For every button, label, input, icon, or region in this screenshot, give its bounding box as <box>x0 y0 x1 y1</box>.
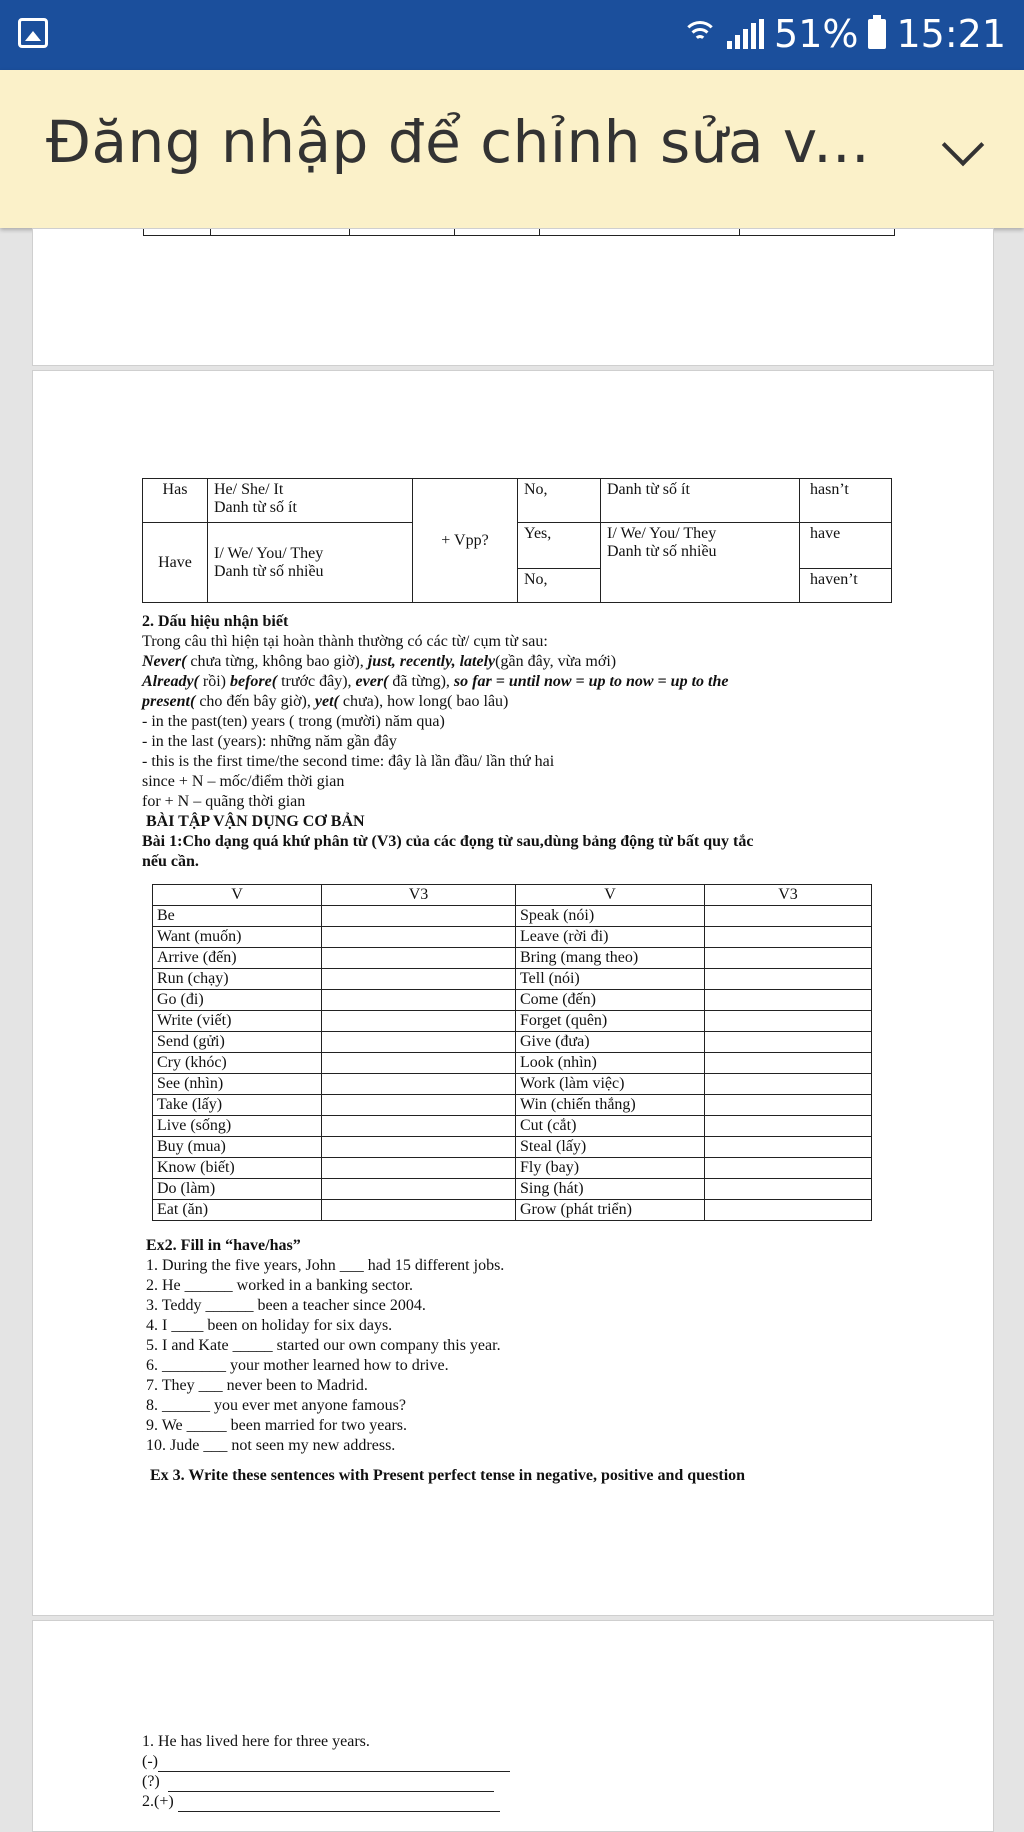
sentence-1: 1. He has lived here for three years. <box>142 1733 370 1750</box>
v3-blank-cell[interactable] <box>705 927 872 948</box>
battery-icon <box>868 19 886 49</box>
verb-cell: Come (đến) <box>516 990 705 1011</box>
table-row <box>153 1095 872 1116</box>
verb-cell: Run (chạy) <box>153 969 322 990</box>
v3-blank-cell[interactable] <box>322 1179 516 1200</box>
table-row <box>153 990 872 1011</box>
cell-no-1: No, <box>518 479 601 523</box>
header-v3-left: V3 <box>322 885 516 906</box>
v3-blank-cell[interactable] <box>705 1200 872 1221</box>
question-line: (?) <box>142 1772 742 1792</box>
cell-has: Has <box>143 479 208 523</box>
verb-cell: Steal (lấy) <box>516 1137 705 1158</box>
verb-cell: Arrive (đến) <box>153 948 322 969</box>
signal-icon <box>727 19 764 49</box>
table-row <box>153 1137 872 1158</box>
v3-blank-cell[interactable] <box>705 990 872 1011</box>
cell-subject-plural: I/ We/ You/ They Danh từ số nhiều <box>208 523 413 603</box>
table-fragment <box>143 229 895 236</box>
verb-cell: Buy (mua) <box>153 1137 322 1158</box>
v3-blank-cell[interactable] <box>705 969 872 990</box>
cell-havent: haven’t <box>800 569 892 603</box>
list-item: 6. ________ your mother learned how to drive. <box>146 1357 449 1374</box>
clock: 15:21 <box>896 12 1006 56</box>
v3-blank-cell[interactable] <box>322 1095 516 1116</box>
v3-blank-cell[interactable] <box>705 1095 872 1116</box>
list-item: 3. Teddy ______ been a teacher since 2004. <box>146 1297 426 1314</box>
header-v-left: V <box>153 885 322 906</box>
verb-cell: Write (viết) <box>153 1011 322 1032</box>
v3-blank-cell[interactable] <box>705 1011 872 1032</box>
document-page-1 <box>32 228 994 366</box>
line-past-years: - in the past(ten) years ( trong (mười) năm qua) <box>142 713 445 730</box>
line-first-time: - this is the first time/the second time: đây là lần đầu/ lần thứ hai <box>142 753 555 770</box>
ex2-title: Ex2. Fill in “have/has” <box>146 1237 301 1254</box>
chevron-down-icon[interactable] <box>942 124 984 166</box>
list-item: 7. They ___ never been to Madrid. <box>146 1377 368 1394</box>
v3-blank-cell[interactable] <box>705 1116 872 1137</box>
verb-cell: Give (đưa) <box>516 1032 705 1053</box>
verb-cell: Know (biết) <box>153 1158 322 1179</box>
table-row <box>153 1179 872 1200</box>
v3-blank-cell[interactable] <box>705 1158 872 1179</box>
v3-blank-cell[interactable] <box>322 1053 516 1074</box>
list-item: 2. He ______ worked in a banking sector. <box>146 1277 414 1294</box>
v3-blank-cell[interactable] <box>322 1137 516 1158</box>
v3-blank-cell[interactable] <box>322 990 516 1011</box>
cell-have: Have <box>143 523 208 603</box>
line-for: for + N – quãng thời gian <box>142 793 306 810</box>
v3-blank-cell[interactable] <box>322 1074 516 1095</box>
battery-percent: 51% <box>774 12 859 56</box>
verb-cell: Fly (bay) <box>516 1158 705 1179</box>
verb-cell: Forget (quên) <box>516 1011 705 1032</box>
line-present: present( cho đến bây giờ), yet( chưa), how long( bao lâu) <box>142 693 509 710</box>
status-bar <box>0 0 1024 70</box>
table-row <box>153 948 872 969</box>
v3-blank-cell[interactable] <box>705 948 872 969</box>
list-item: 8. ______ you ever met anyone famous? <box>146 1397 406 1414</box>
v3-blank-cell[interactable] <box>705 1032 872 1053</box>
table-row <box>153 969 872 990</box>
wifi-icon <box>683 19 717 49</box>
verbs-table <box>152 884 872 1221</box>
intro-line: Trong câu thì hiện tại hoàn thành thường có các từ/ cụm từ sau: <box>142 633 548 650</box>
line-never: Never( chưa từng, không bao giờ), just, recently, lately(gần đây, vừa mới) <box>142 653 617 670</box>
verb-cell: Bring (mang theo) <box>516 948 705 969</box>
v3-blank-cell[interactable] <box>322 948 516 969</box>
cell-answer-singular: Danh từ số ít <box>601 479 800 523</box>
section-2-title: 2. Dấu hiệu nhận biết <box>142 613 289 630</box>
cell-answer-plural: I/ We/ You/ They Danh từ số nhiều <box>601 523 800 603</box>
v3-blank-cell[interactable] <box>322 969 516 990</box>
verb-cell: Sing (hát) <box>516 1179 705 1200</box>
exercise-2 <box>146 1236 886 1456</box>
line-since: since + N – mốc/điểm thời gian <box>142 773 345 790</box>
list-item: 10. Jude ___ not seen my new address. <box>146 1437 396 1454</box>
v3-blank-cell[interactable] <box>322 1011 516 1032</box>
exercise-3 <box>150 1466 910 1486</box>
cell-yes: Yes, <box>518 523 601 569</box>
negative-line: (-) <box>142 1752 742 1772</box>
cell-vpp: + Vpp? <box>413 479 518 603</box>
line-last-years: - in the last (years): những năm gần đây <box>142 733 397 750</box>
v3-blank-cell[interactable] <box>322 1116 516 1137</box>
cell-subject-singular: He/ She/ It Danh từ số ít <box>208 479 413 523</box>
verb-cell: Want (muốn) <box>153 927 322 948</box>
table-row <box>153 1032 872 1053</box>
verb-cell: Tell (nói) <box>516 969 705 990</box>
sign-in-banner[interactable] <box>0 70 1024 228</box>
v3-blank-cell[interactable] <box>322 927 516 948</box>
cell-hasnt: hasn’t <box>800 479 892 523</box>
v3-blank-cell[interactable] <box>322 1200 516 1221</box>
v3-blank-cell[interactable] <box>705 1074 872 1095</box>
verb-cell: Take (lấy) <box>153 1095 322 1116</box>
table-row <box>153 1200 872 1221</box>
verb-cell: Win (chiến thắng) <box>516 1095 705 1116</box>
v3-blank-cell[interactable] <box>705 1137 872 1158</box>
gallery-notification-icon <box>18 18 48 48</box>
list-item: 9. We _____ been married for two years. <box>146 1417 407 1434</box>
verb-cell: Look (nhìn) <box>516 1053 705 1074</box>
table-row <box>153 1116 872 1137</box>
verb-cell: Do (làm) <box>153 1179 322 1200</box>
table-row <box>153 1074 872 1095</box>
verb-cell: Speak (nói) <box>516 906 705 927</box>
verb-cell: Cry (khóc) <box>153 1053 322 1074</box>
verb-cell: Work (làm việc) <box>516 1074 705 1095</box>
verb-cell: See (nhìn) <box>153 1074 322 1095</box>
v3-blank-cell[interactable] <box>322 1158 516 1179</box>
header-v-right: V <box>516 885 705 906</box>
v3-blank-cell[interactable] <box>322 906 516 927</box>
v3-blank-cell[interactable] <box>705 1053 872 1074</box>
table-row <box>153 1011 872 1032</box>
v3-blank-cell[interactable] <box>705 1179 872 1200</box>
verb-cell: Grow (phát triển) <box>516 1200 705 1221</box>
verb-cell: Live (sống) <box>153 1116 322 1137</box>
list-item: 5. I and Kate _____ started our own company this year. <box>146 1337 501 1354</box>
list-item: 1. During the five years, John ___ had 15 different jobs. <box>146 1257 505 1274</box>
banner-title: Đăng nhập để chỉnh sửa v... <box>46 108 871 176</box>
verb-cell: Send (gửi) <box>153 1032 322 1053</box>
question-form-table <box>142 478 892 603</box>
table-row <box>153 1053 872 1074</box>
cell-have-short: have <box>800 523 892 569</box>
header-v3-right: V3 <box>705 885 872 906</box>
exercise-heading: BÀI TẬP VẬN DỤNG CƠ BẢN <box>146 813 365 830</box>
list-item: 4. I ____ been on holiday for six days. <box>146 1317 393 1334</box>
verb-cell: Be <box>153 906 322 927</box>
verb-cell: Eat (ăn) <box>153 1200 322 1221</box>
page-3-content <box>142 1732 742 1812</box>
verb-cell: Leave (rời đi) <box>516 927 705 948</box>
verb-cell: Cut (cắt) <box>516 1116 705 1137</box>
v3-blank-cell[interactable] <box>705 906 872 927</box>
positive-line-2: 2.(+) <box>142 1792 742 1812</box>
table-row <box>153 906 872 927</box>
table-row <box>153 927 872 948</box>
verb-cell: Go (đi) <box>153 990 322 1011</box>
ex3-title: Ex 3. Write these sentences with Present perfect tense in negative, positive and question <box>150 1467 746 1484</box>
table-row <box>153 1158 872 1179</box>
v3-blank-cell[interactable] <box>322 1032 516 1053</box>
bai1-line-1: Bài 1:Cho dạng quá khứ phân từ (V3) của các đọng từ sau,dùng bảng động từ bất quy tắc <box>142 833 754 850</box>
line-already: Already( rồi) before( trước đây), ever( đã từng), so far = until now = up to now = up to the <box>142 673 729 690</box>
section-signals <box>142 612 882 872</box>
cell-no-2: No, <box>518 569 601 603</box>
bai1-line-2: nếu cần. <box>142 853 199 870</box>
